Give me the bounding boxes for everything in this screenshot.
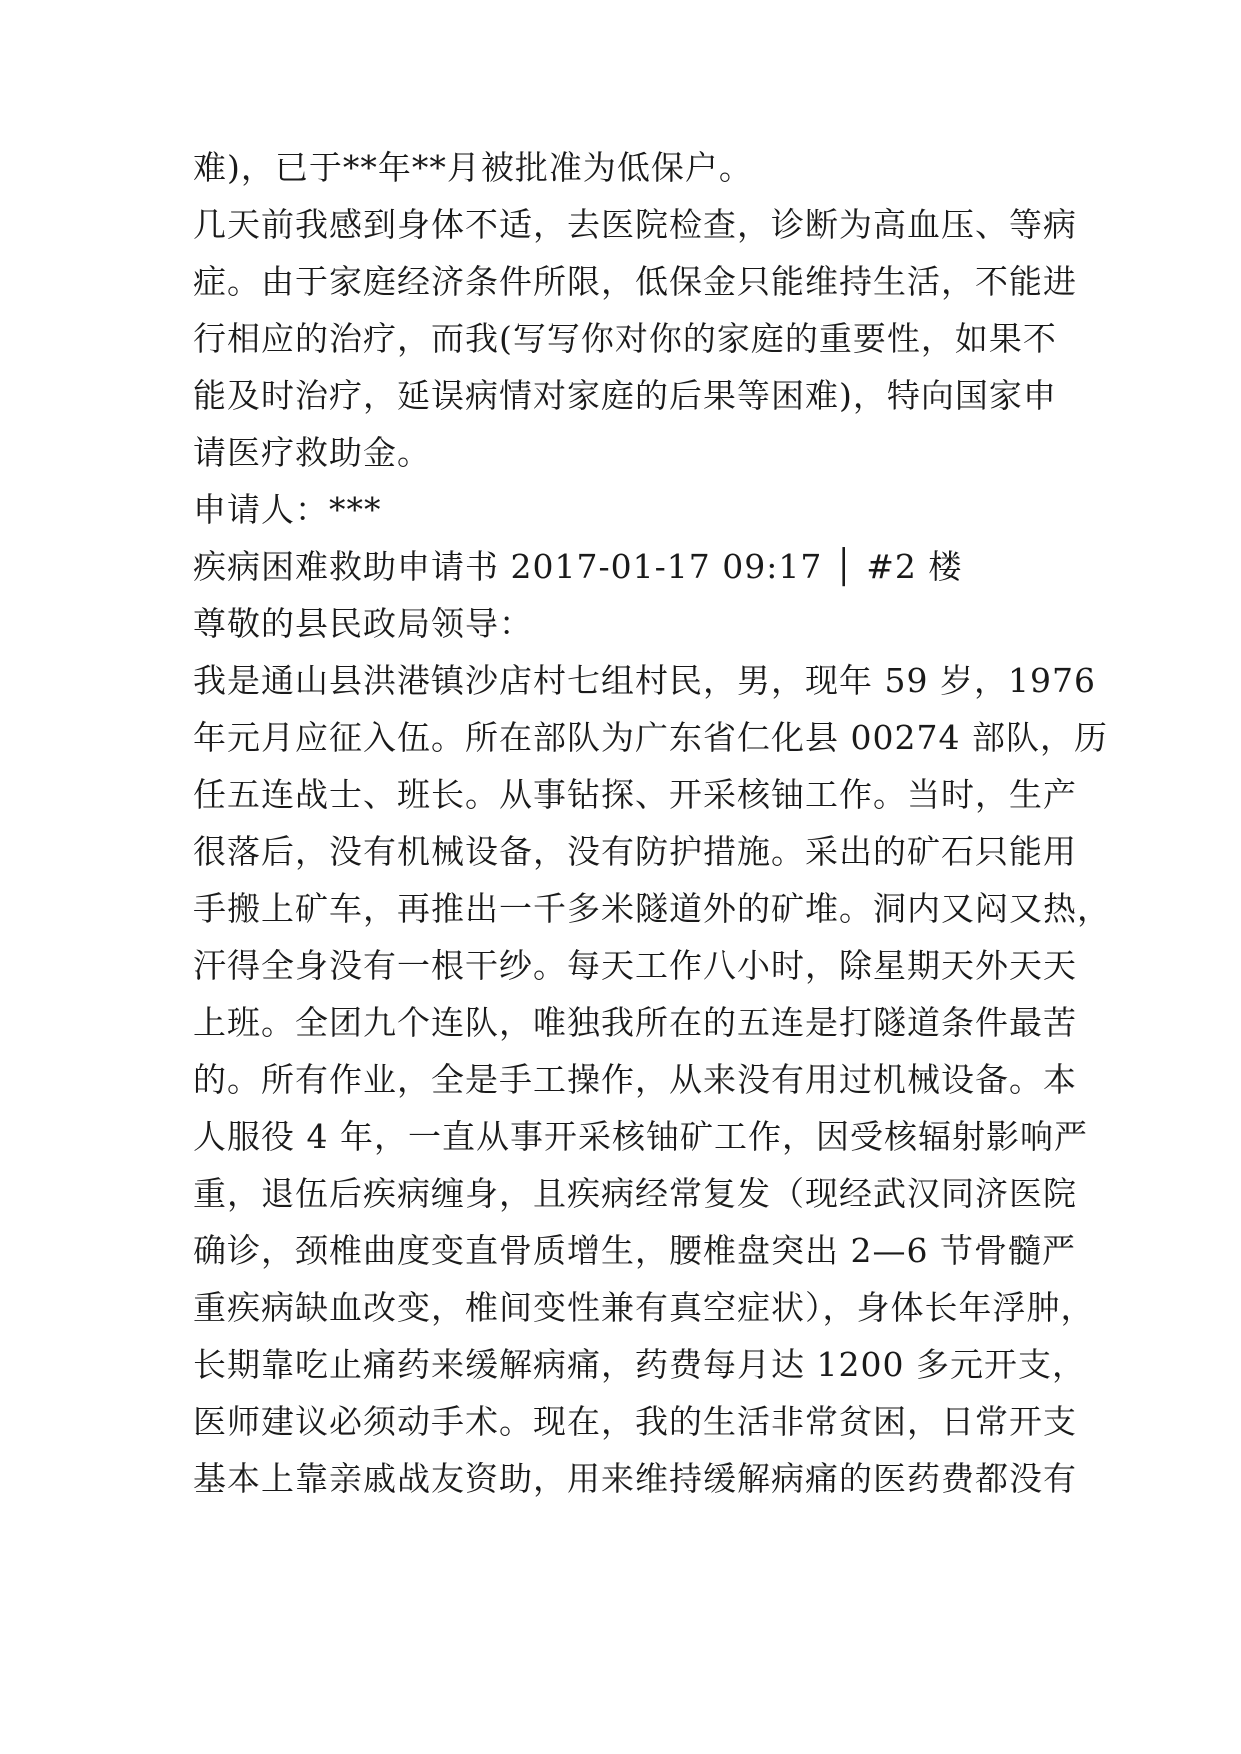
- text-line: 年元月应征入伍。所在部队为广东省仁化县 00274 部队，历: [193, 718, 1108, 757]
- text-line: 人服役 4 年，一直从事开采核铀矿工作，因受核辐射影响严: [193, 1117, 1088, 1156]
- text-line: 汗得全身没有一根干纱。每天工作八小时，除星期天外天天: [193, 946, 1077, 985]
- text-line: 手搬上矿车，再推出一千多米隧道外的矿堆。洞内又闷又热，: [193, 889, 1111, 928]
- text-line: 请医疗救助金。: [193, 433, 431, 472]
- post-header: 疾病困难救助申请书 2017-01-17 09:17 │ #2 楼: [193, 547, 963, 586]
- text-line: 确诊，颈椎曲度变直骨质增生，腰椎盘突出 2—6 节骨髓严: [193, 1231, 1076, 1270]
- text-line: 能及时治疗，延误病情对家庭的后果等困难)，特向国家申: [193, 376, 1057, 415]
- text-line: 基本上靠亲戚战友资助，用来维持缓解病痛的医药费都没有: [193, 1459, 1077, 1498]
- text-line: 难)，已于**年**月被批准为低保户。: [193, 148, 753, 187]
- text-line: 行相应的治疗，而我(写写你对你的家庭的重要性，如果不: [193, 319, 1057, 358]
- text-line: 重，退伍后疾病缠身，且疾病经常复发（现经武汉同济医院: [193, 1174, 1077, 1213]
- text-line: 重疾病缺血改变，椎间变性兼有真空症状），身体长年浮肿，: [193, 1288, 1095, 1327]
- text-line: 几天前我感到身体不适，去医院检查，诊断为高血压、等病: [193, 205, 1077, 244]
- text-line: 任五连战士、班长。从事钻探、开采核铀工作。当时，生产: [193, 775, 1077, 814]
- text-line: 很落后，没有机械设备，没有防护措施。采出的矿石只能用: [193, 832, 1077, 871]
- text-line: 长期靠吃止痛药来缓解病痛，药费每月达 1200 多元开支，: [193, 1345, 1086, 1384]
- text-line: 我是通山县洪港镇沙店村七组村民，男，现年 59 岁，1976: [193, 661, 1096, 700]
- text-line: 医师建议必须动手术。现在，我的生活非常贫困，日常开支: [193, 1402, 1077, 1441]
- text-line: 的。所有作业，全是手工操作，从来没有用过机械设备。本: [193, 1060, 1077, 1099]
- text-line: 上班。全团九个连队，唯独我所在的五连是打隧道条件最苦: [193, 1003, 1077, 1042]
- text-line: 症。由于家庭经济条件所限，低保金只能维持生活，不能进: [193, 262, 1077, 301]
- signature-line: 申请人：***: [193, 490, 382, 529]
- salutation: 尊敬的县民政局领导：: [193, 604, 533, 643]
